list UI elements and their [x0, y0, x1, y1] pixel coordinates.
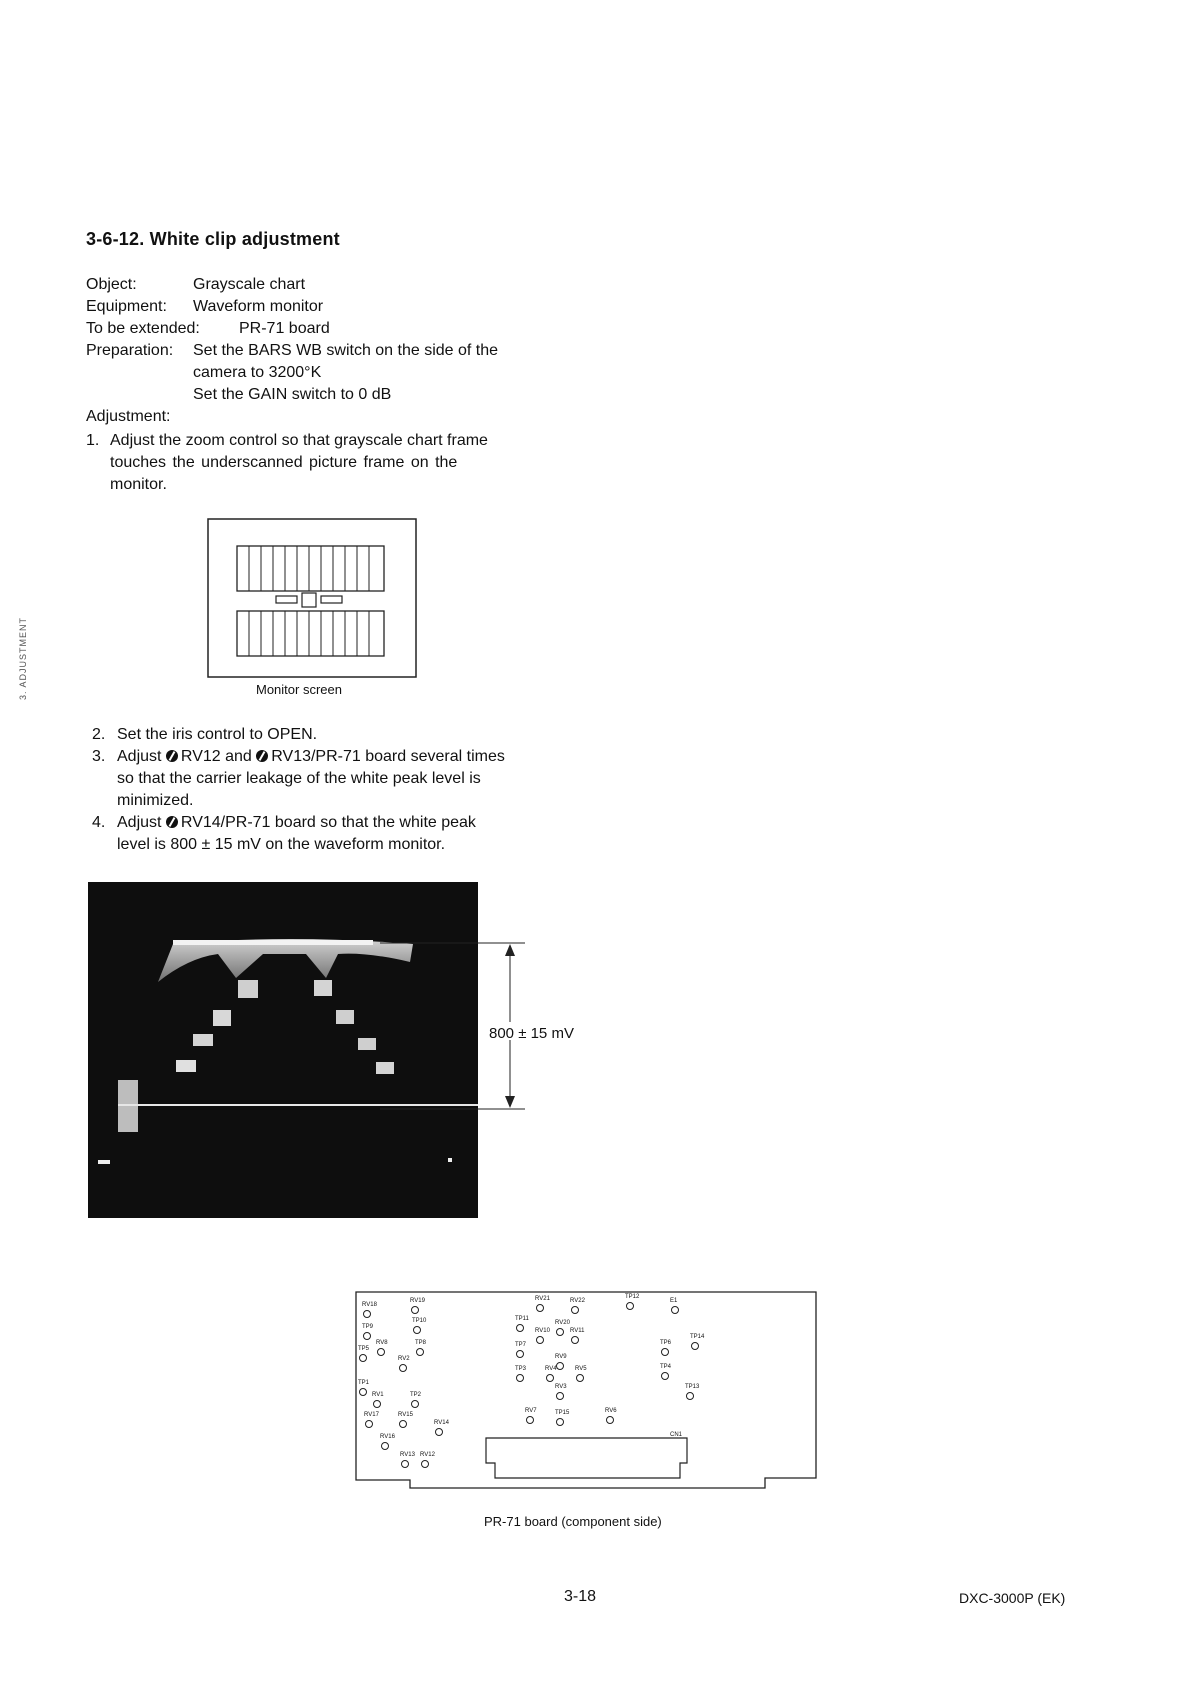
trimmer-circle [400, 1365, 407, 1372]
board-label-cn1: CN1 [670, 1432, 683, 1438]
board-label-rv5: RV5 [575, 1366, 587, 1372]
board-label-rv1: RV1 [372, 1392, 384, 1398]
section-title: 3-6-12. White clip adjustment [86, 229, 340, 249]
trimmer-circle [537, 1305, 544, 1312]
monitor-frame [208, 519, 416, 677]
object-value: Grayscale chart [193, 276, 306, 293]
trimmer-circle [517, 1375, 524, 1382]
trimmer-circle [547, 1375, 554, 1382]
step-4 [92, 812, 592, 856]
board-label-tp8: TP8 [415, 1340, 427, 1346]
board-label-rv18: RV18 [362, 1302, 377, 1308]
equipment-row [86, 298, 323, 316]
step-number: 4. [92, 814, 106, 831]
board-label-tp1: TP1 [358, 1380, 370, 1386]
step-text: Adjust the zoom control so that grayscale chart frame [110, 432, 488, 449]
board-label-rv20: RV20 [555, 1320, 570, 1326]
board-label-tp5: TP5 [358, 1346, 370, 1352]
board-label-rv7: RV7 [525, 1408, 537, 1414]
step-text: Set the iris control to OPEN. [117, 726, 318, 743]
trimmer-circle [572, 1337, 579, 1344]
step-1 [86, 430, 566, 496]
board-label-tp15: TP15 [555, 1410, 570, 1416]
board-label-rv6: RV6 [605, 1408, 617, 1414]
board-label-tp13: TP13 [685, 1384, 700, 1390]
board-label-e1: E1 [670, 1298, 678, 1304]
step-number: 1. [86, 432, 100, 449]
board-label-rv9: RV9 [555, 1354, 567, 1360]
board-label-tp10: TP10 [412, 1318, 427, 1324]
chart-center-marks [276, 593, 342, 607]
step-text: minimized. [117, 792, 194, 809]
trimmer-circle [412, 1401, 419, 1408]
preparation-line-2: camera to 3200°K [193, 364, 322, 381]
trimmer-circle [378, 1349, 385, 1356]
board-label-rv13: RV13 [400, 1452, 415, 1458]
step-text: level is 800 ± 15 mV on the waveform monitor. [117, 836, 446, 853]
preparation-line-3: Set the GAIN switch to 0 dB [193, 386, 392, 403]
board-label-tp14: TP14 [690, 1334, 705, 1340]
step-text: Adjust [117, 814, 162, 831]
grayscale-chart-bottom [237, 611, 384, 656]
step-2 [92, 724, 592, 746]
trimmer-adjust-icon [166, 816, 178, 828]
trimmer-circle [672, 1307, 679, 1314]
trimmer-circle [412, 1307, 419, 1314]
trimmer-circle [517, 1351, 524, 1358]
trimmer-circle [692, 1343, 699, 1350]
step-number: 3. [92, 748, 106, 765]
trimmer-circle [417, 1349, 424, 1356]
trimmer-circle [577, 1375, 584, 1382]
sidebar-section-label: 3. ADJUSTMENT [18, 616, 28, 700]
connector-cn1 [486, 1438, 687, 1478]
board-components [358, 1294, 705, 1468]
model-number: DXC-3000P (EK) [959, 1590, 1066, 1606]
step-text: touches the underscanned picture frame on the [110, 454, 458, 471]
trimmer-circle [557, 1363, 564, 1370]
preparation-label: Preparation: [86, 342, 174, 359]
board-label-rv2: RV2 [398, 1356, 410, 1362]
step-text: RV13/PR-71 board several times [271, 748, 505, 765]
trimmer-adjust-icon [166, 750, 178, 762]
board-label-rv21: RV21 [535, 1296, 550, 1302]
trimmer-circle [366, 1421, 373, 1428]
trimmer-circle [527, 1417, 534, 1424]
step-text: Adjust [117, 748, 162, 765]
waveform-level-label: 800 ± 15 mV [489, 1025, 574, 1042]
board-label-tp2: TP2 [410, 1392, 422, 1398]
trimmer-circle [557, 1419, 564, 1426]
pr71-board-diagram [350, 1288, 820, 1496]
extended-label: To be extended: [86, 320, 200, 337]
trimmer-adjust-icon [256, 750, 268, 762]
board-label-rv22: RV22 [570, 1298, 585, 1304]
adjustment-label: Adjustment: [86, 408, 171, 425]
step-number: 2. [92, 726, 106, 743]
board-label-tp11: TP11 [515, 1316, 529, 1322]
preparation-row [86, 342, 498, 360]
board-label-rv11: RV11 [570, 1328, 585, 1334]
board-label-rv10: RV10 [535, 1328, 550, 1334]
trimmer-circle [662, 1349, 669, 1356]
trimmer-circle [557, 1329, 564, 1336]
trimmer-circle [374, 1401, 381, 1408]
trimmer-circle [537, 1337, 544, 1344]
trimmer-circle [517, 1325, 524, 1332]
object-label: Object: [86, 276, 137, 293]
board-label-rv16: RV16 [380, 1434, 395, 1440]
object-row [86, 276, 305, 294]
trimmer-circle [436, 1429, 443, 1436]
board-label-tp9: TP9 [362, 1324, 374, 1330]
trimmer-circle [400, 1421, 407, 1428]
board-label-rv17: RV17 [364, 1412, 379, 1418]
board-label-tp6: TP6 [660, 1340, 672, 1346]
board-label-tp7: TP7 [515, 1342, 527, 1348]
board-caption: PR-71 board (component side) [484, 1514, 662, 1529]
extended-value: PR-71 board [239, 320, 330, 337]
trimmer-circle [422, 1461, 429, 1468]
trimmer-circle [364, 1311, 371, 1318]
trimmer-circle [607, 1417, 614, 1424]
equipment-label: Equipment: [86, 298, 167, 315]
board-label-rv19: RV19 [410, 1298, 425, 1304]
board-label-rv8: RV8 [376, 1340, 388, 1346]
trimmer-circle [360, 1389, 367, 1396]
trimmer-circle [687, 1393, 694, 1400]
board-label-tp4: TP4 [660, 1364, 672, 1370]
trimmer-circle [360, 1355, 367, 1362]
board-label-rv15: RV15 [398, 1412, 413, 1418]
trimmer-circle [572, 1307, 579, 1314]
trimmer-circle [557, 1393, 564, 1400]
step-text: RV14/PR-71 board so that the white peak [180, 814, 476, 831]
step-text: so that the carrier leakage of the white peak level is [117, 770, 481, 787]
preparation-line-1: Set the BARS WB switch on the side of the [193, 342, 499, 359]
extended-row [86, 320, 330, 338]
board-label-rv3: RV3 [555, 1384, 567, 1390]
trimmer-circle [382, 1443, 389, 1450]
step-3 [92, 746, 592, 812]
equipment-value: Waveform monitor [193, 298, 324, 315]
page-number: 3-18 [564, 1588, 597, 1605]
monitor-caption: Monitor screen [256, 682, 342, 697]
board-label-rv12: RV12 [420, 1452, 435, 1458]
trimmer-circle [414, 1327, 421, 1334]
trimmer-circle [364, 1333, 371, 1340]
monitor-screen-figure [205, 518, 420, 700]
grayscale-chart-top [237, 546, 384, 591]
board-label-rv4: RV4 [545, 1366, 557, 1372]
trimmer-circle [627, 1303, 634, 1310]
board-label-tp3: TP3 [515, 1366, 527, 1372]
step-text: monitor. [110, 476, 167, 493]
trimmer-circle [402, 1461, 409, 1468]
board-label-rv14: RV14 [434, 1420, 449, 1426]
board-label-tp12: TP12 [625, 1294, 640, 1300]
step-text: RV12 and [180, 748, 252, 765]
trimmer-circle [662, 1373, 669, 1380]
